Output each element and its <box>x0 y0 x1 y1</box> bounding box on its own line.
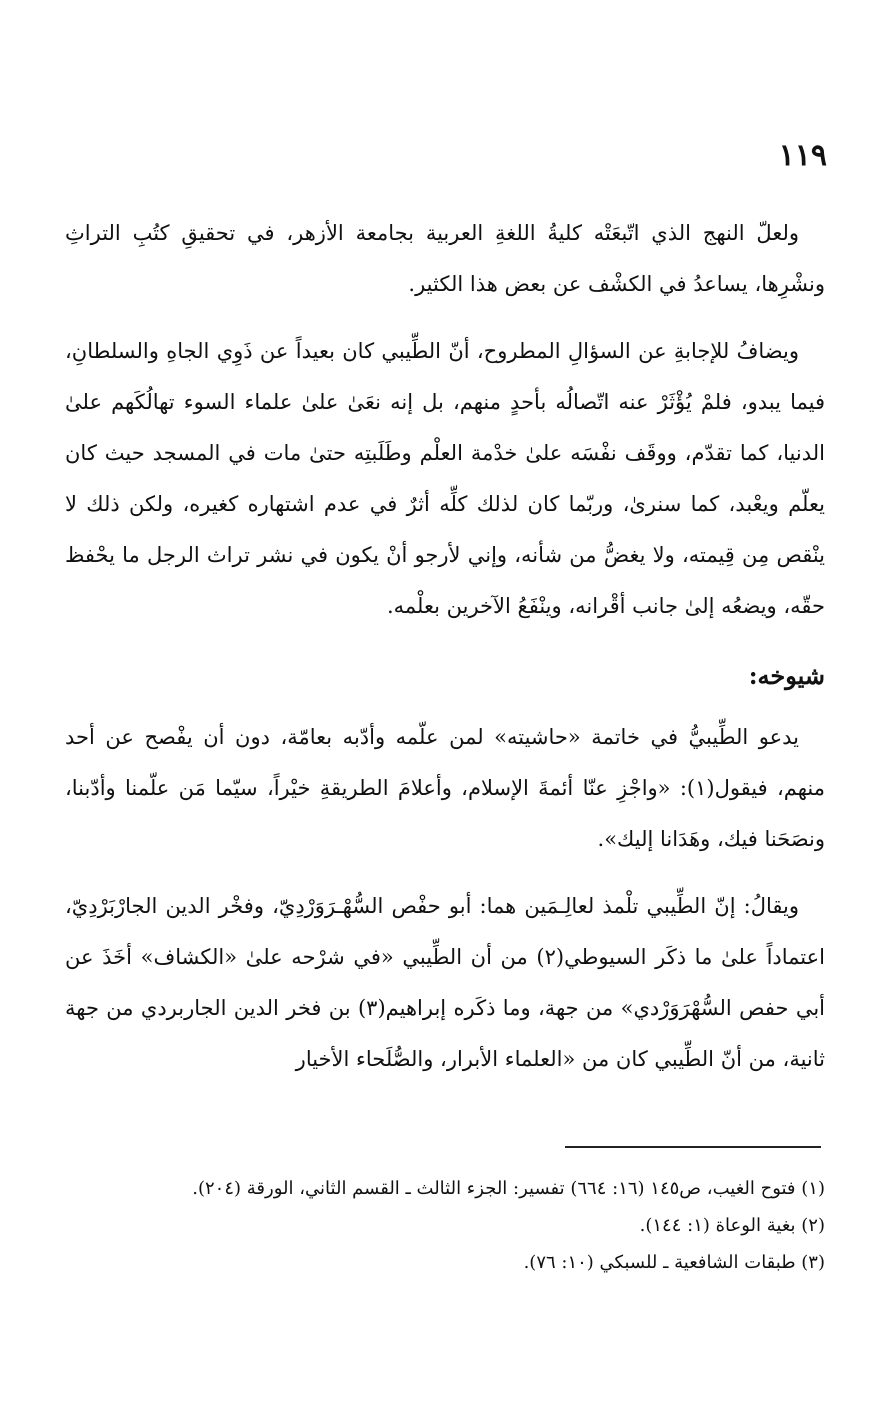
page-number: ١١٩ <box>778 138 827 173</box>
footnote-3: (٣) طبقات الشافعية ـ للسبكي (١٠: ٧٦). <box>523 1252 825 1273</box>
paragraph-tahqiq: ولعلّ النهج الذي اتّبعَتْه كليةُ اللغةِ العربية بجامعة الأزهر، في تحقيقِ كتُبِ التراثِ ونشْرِها، يساعدُ في الكشْف عن بعض هذا الكثير. <box>65 221 825 296</box>
paragraph-sultan: ويضافُ للإجابةِ عن السؤالِ المطروح، أنّ الطِّيبي كان بعيداً عن ذَوِي الجاهِ والسلطانِ، فيما يبدو، فلمْ يُؤْثَرْ عنه اتّصالُه بأحدٍ منهم، بل إنه نعَىٰ علىٰ علماء السوء تهالُكَهم علىٰ الدنيا، كما تقدّم، ووقَف نفْسَه علىٰ خدْمة العلْم وطَلَبتِه حتىٰ مات في المسجد حيث كان يعلّم ويعْبد، كما سنرىٰ، وربّما كان لذلك كلِّه أثرٌ في عدم اشتهاره كغيره، ولكن ذلك لا ينْقص مِن قِيمته، ولا يغضُّ من شأنه، وإني لأرجو أنْ يكون في نشر تراث الرجل ما يحْفظ حقّه، ويضعُه إلىٰ جانب أقْرانه، وينْفَعُ الآخرين بعلْمه. <box>65 339 825 618</box>
footnote-2: (٢) بغية الوعاة (١: ١٤٤). <box>639 1215 825 1236</box>
paragraph-hashiya: يدعو الطِّيبيُّ في خاتمة «حاشيته» لمن علّمه وأدّبه بعامّة، دون أن يفْصح عن أحد منهم، فيقول(١): «واجْزِ عنّا أئمةَ الإسلام، وأعلامَ الطريقةِ خيْراً، سيّما مَن علّمنا وأدّبنا، ونصَحَنا فيك، وهَدَانا إليك». <box>65 725 825 851</box>
main-text <box>65 208 825 1085</box>
footnotes <box>65 1170 825 1281</box>
footnote-separator <box>565 1146 821 1148</box>
section-heading-shuyukh: شيوخه: <box>748 661 825 690</box>
footnote-1: (١) فتوح الغيب، ص١٤٥ (١٦: ٦٦٤) تفسير: الجزء الثالث ـ القسم الثاني، الورقة (٢٠٤). <box>192 1178 825 1199</box>
paragraph-teachers: ويقالُ: إنّ الطِّيبي تلْمذ لعالِـمَين هما: أبو حفْص السُّهْـرَوَرْدِيّ، وفخْر الدين الجارْبَرْدِيّ، اعتماداً علىٰ ما ذكَر السيوطي(٢) من أن الطِّيبي «في شرْحه علىٰ «الكشاف» أخَذَ عن أبي حفص السُّهْرَوَرْدي» من جهة، وما ذكَره إبراهيم(٣) بن فخر الدين الجاربردي من جهة ثانية، من أنّ الطِّيبي كان من «العلماء الأبرار، والصُّلَحاء الأخيار <box>65 894 826 1071</box>
